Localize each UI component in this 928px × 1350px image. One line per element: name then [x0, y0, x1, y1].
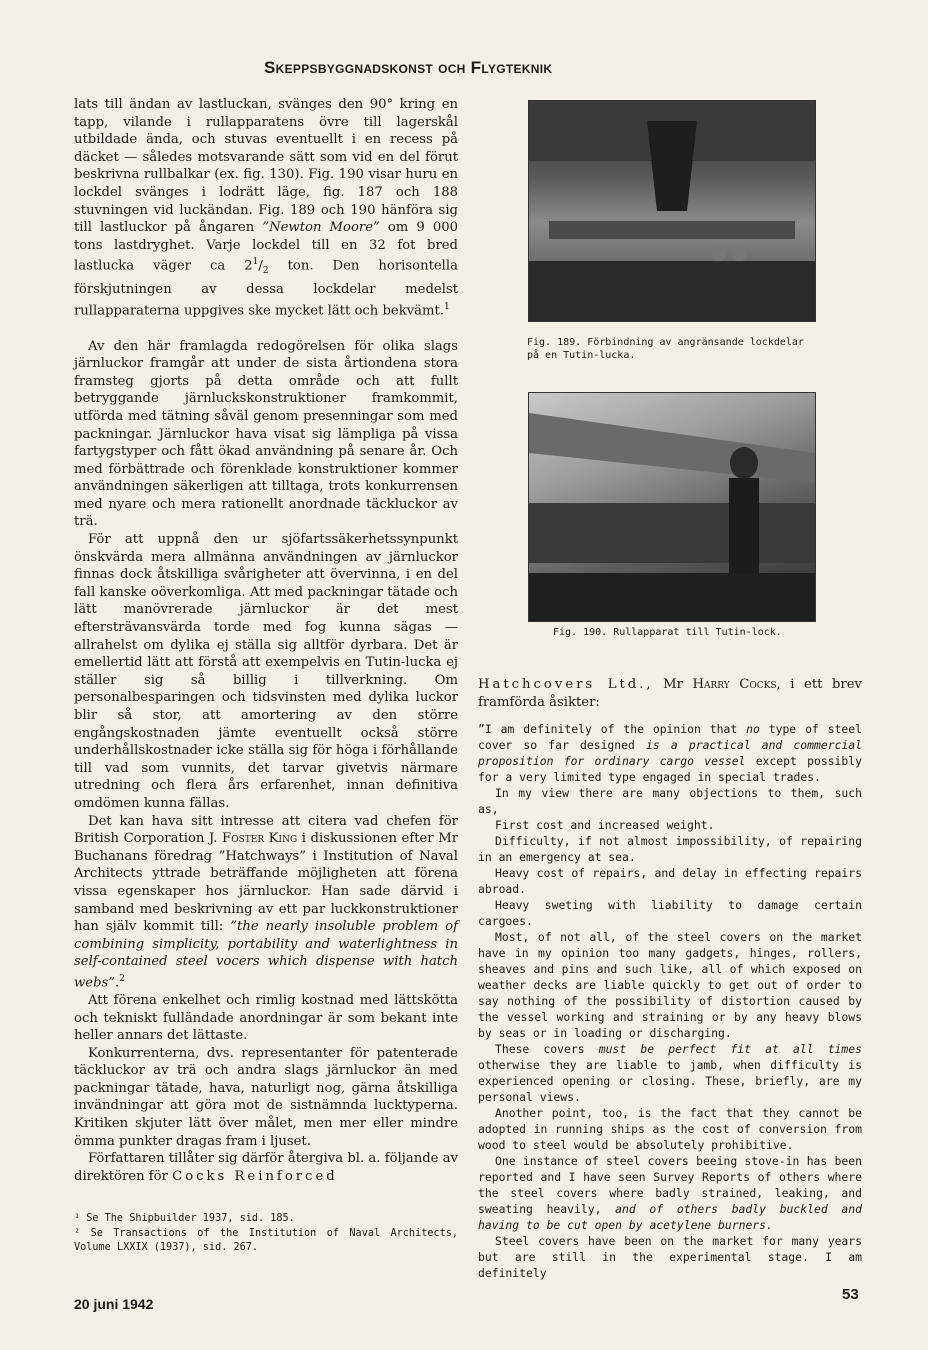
page-number: 53: [842, 1286, 859, 1303]
letter-intro: Hatchcovers Ltd., Mr Harry Cocks, i ett brev framförda åsikter:: [478, 677, 862, 710]
footnote: ² Se Transactions of the Institution of Naval Architects, Volume LXXIX (1937), sid. 267.: [74, 1227, 458, 1253]
figure-190-photo: [528, 392, 816, 622]
right-column: [478, 676, 862, 1281]
paragraph: Av den här framlagda redogörelsen för olika slags järnluckor framgår att under de sista årtiondena stora framsteg gjorts på detta område och att fullt betryggande järnluckskonstruktioner framkommit, utförda med tätning såväl genom presenningar som med packningar. Järnluckor hava visat sig lämpliga på vissa fartygstyper och fått ökad användning på senare år. Och med förbättrade och förenklade konstruktioner kommer användningen säkerligen att tilltaga, trots konkurrensen med nyare och mera rationellt anordnade täckluckor av trä.: [74, 338, 458, 530]
paragraph: Författaren tillåter sig därför återgiva bl. a. följande av direktören för Cocks Reinforced: [74, 1151, 458, 1184]
paragraph: Konkurrenterna, dvs. representanter för patenterade täckluckor av trä och andra slags järnluckor än med packningar tätade, hava, naturligt nog, gärna åtskilliga invändningar att göra mot de sistnämnda lucktyperna. Kritiken skjuter lätt över målet, men mer eller mindre ömma punkter dragas fram i ljuset.: [74, 1045, 458, 1149]
figure-189-caption: Fig. 189. Förbindning av angränsande lockdelar på en Tutin-lucka.: [527, 337, 804, 361]
footnotes: [74, 1212, 458, 1256]
left-column: [74, 96, 458, 1185]
paragraph: Det kan hava sitt intresse att citera vad chefen för British Corporation J. Foster King i diskussionen efter Mr Buchanans föredrag ”Hatchways” i Institution of Naval Architects yttrade beträffande möjligheten att förena vissa egenskaper hos järnluckor. Han sade därvid i samband med beskrivning av ett par luckkonstruktioner han själv kommit till: ”the nearly insoluble problem of combining simplicity, portability and waterlightness in self-contained steel vocers which dispense with hatch webs”.$^2$: [74, 813, 459, 991]
paragraph: lats till ändan av lastluckan, svänges den 90° kring en tapp, vilande i rullapparatens övre till lagerskål utbildade ända, och stuvas eventuellt i en recess på däcket — således motsvarande sätt som vid en del förut beskrivna rullbalkar (ex. fig. 130). Fig. 190 visar huru en lockdel svänges i lodrätt läge, fig. 187 och 188 stuvningen vid luckändan. Fig. 189 och 190 hänföra sig till lastluckor på ångaren ”Newton Moore” om 9 000 tons lastdryghet. Varje lockdel till en 32 fot bred lastlucka väger ca $2^1/_2$ ton. Den horisontella förskjutningen av dessa lockdelar medelst rullapparaterna uppgives ske mycket lätt och bekvämt.$^1$: [74, 97, 458, 318]
paragraph: Att förena enkelhet och rimlig kostnad med lättskötta och tekniskt fulländade anordningar är som bekant inte heller annars det lättaste.: [74, 992, 458, 1044]
quoted-letter: ”I am definitely of the opinion that no type of steel cover so far designed is a practical and commercial proposition for ordinary cargo vessel except possibly for a very limited type engaged in special trades. In my view there are many objections to them, such as, First cost and increased weight. Difficulty, if not almost impossibility, of repairing in an emergency at sea. Heavy cost of repairs, and delay in effecting repairs abroad. Heavy sweting with liability to damage certain cargoes. Most, of not all, of the steel covers on the market have in my opinion too many gadgets, hinges, rollers, sheaves and pins and such like, all of which exposed on weather decks are liable quickly to get out of order to say nothing of the possibility of distortion caused by the vessel working and straining or by any heavy blows by seas or in loading or discharging. These covers must be perfect fit at all times otherwise they are liable to jamb, when difficulty is experienced opening or closing. These, briefly, are my personal views. Another point, too, is the fact that they cannot be adopted in running ships as the cost of conversion from wood to steel would be absolutely prohibitive. One instance of steel covers beeing stove-in has been reported and I have seen Survey Reports of others where the steel covers where badly strained, leaking, and sweating heavily, and of others badly buckled and having to be cut open by acetylene burners. Steel covers have been on the market for many years but are still in the experimental stage. I am definitely: [478, 722, 862, 1281]
issue-date: 20 juni 1942: [74, 1296, 154, 1312]
paragraph: För att uppnå den ur sjöfartssäkerhetssynpunkt önskvärda mera allmänna användningen av järnluckor finnas dock åtskilliga svårigheter att övervinna, i en del fall kanske oöverkomliga. Att med packningar tätade och lätt manövrerade järnluckor är det mest eftersträvansvärda torde med fog kunna sägas — allrahelst om dylika ej ställa sig alltför dyrbara. Det är emellertid lätt att förstå att exempelvis en Tutin-lucka ej ställer sig så billig i tillverkning. Om personalbesparingen och tidsvinsten med dylika luckor blir så stor, att amortering av den större engångskostnaden jämte eventuellt också större underhållskostnader icke ställa sig för höga i förhållande till vad som vunnits, det tarvar givetvis närmare utredning och flera års erfarenhet, innan definitiva omdömen kunna fällas.: [74, 532, 458, 811]
roller-apparatus-image: [529, 393, 815, 621]
footnote: ¹ Se The Shipbuilder 1937, sid. 185.: [74, 1213, 295, 1224]
figure-189-photo: [528, 100, 816, 322]
hatch-cover-joint-image: [529, 101, 815, 321]
figure-190-caption: Fig. 190. Rullapparat till Tutin-lock.: [553, 627, 782, 638]
running-header: Skeppsbyggnadskonst och Flygteknik: [264, 58, 553, 77]
